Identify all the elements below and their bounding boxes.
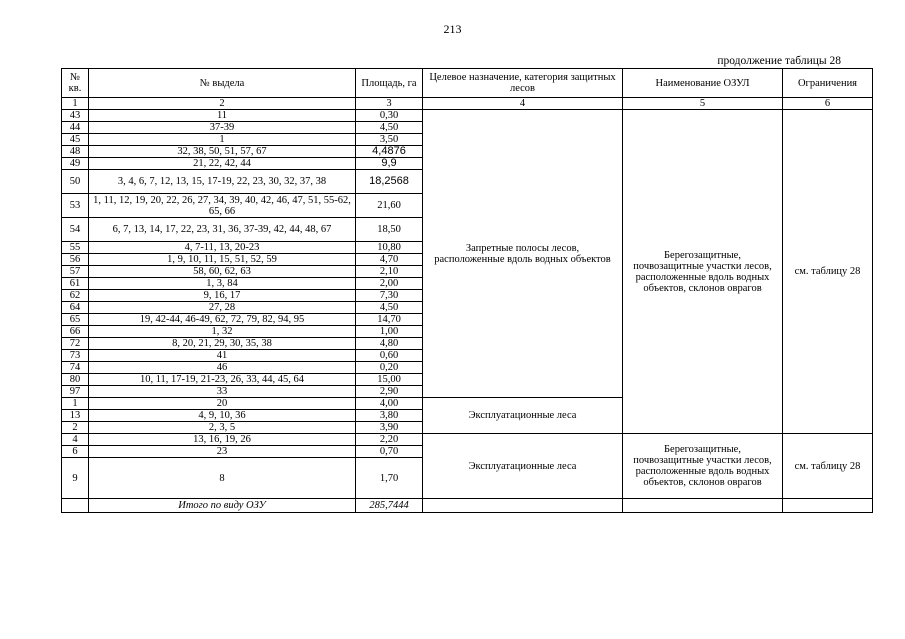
- cell-restrictions-group-2: см. таблицу 28: [783, 434, 873, 499]
- cell-area: 4,80: [356, 338, 423, 350]
- cell-area: 4,50: [356, 122, 423, 134]
- cell-vydel: 27, 28: [89, 302, 356, 314]
- cell-vydel: 8: [89, 458, 356, 499]
- cell-kv: 45: [62, 134, 89, 146]
- cell-vydel: 21, 22, 42, 44: [89, 158, 356, 170]
- header-ozul: Наименование ОЗУЛ: [623, 69, 783, 98]
- cell-area: 7,30: [356, 290, 423, 302]
- cell-vydel: 8, 20, 21, 29, 30, 35, 38: [89, 338, 356, 350]
- protected-forest-table: [61, 68, 873, 513]
- cell-vydel: 10, 11, 17-19, 21-23, 26, 33, 44, 45, 64: [89, 374, 356, 386]
- cell-area: 2,10: [356, 266, 423, 278]
- cell-vydel: 20: [89, 398, 356, 410]
- cell-vydel: 4, 7-11, 13, 20-23: [89, 242, 356, 254]
- cell-area: 2,90: [356, 386, 423, 398]
- cell-area: 18,2568: [356, 170, 423, 194]
- cell-area: 2,00: [356, 278, 423, 290]
- cell-area: 9,9: [356, 158, 423, 170]
- cell-vydel: 58, 60, 62, 63: [89, 266, 356, 278]
- cell-kv: 66: [62, 326, 89, 338]
- cell-area: 1,00: [356, 326, 423, 338]
- cell-ozul-group-2: [623, 434, 783, 499]
- cell-restrictions-group-1: см. таблицу 28: [783, 110, 873, 434]
- cell-area: 3,80: [356, 410, 423, 422]
- ozul-text: Берегозащитные, почвозащитные участки лесов, расположенные вдоль водных объектов, склонов оврагов: [633, 249, 772, 294]
- total-empty-cell: [783, 499, 873, 513]
- cell-area: 3,90: [356, 422, 423, 434]
- cell-vydel: 1: [89, 134, 356, 146]
- page-number: 213: [443, 22, 462, 36]
- cell-vydel: 19, 42-44, 46-49, 62, 72, 79, 82, 94, 95: [89, 314, 356, 326]
- cell-vydel: 9, 16, 17: [89, 290, 356, 302]
- cell-area: 0,30: [356, 110, 423, 122]
- cell-area: 4,4876: [356, 146, 423, 158]
- cell-vydel: 32, 38, 50, 51, 57, 67: [89, 146, 356, 158]
- purpose-text: Запретные полосы лесов, расположенные вдоль водных объектов: [434, 242, 611, 265]
- cell-area: 4,00: [356, 398, 423, 410]
- cell-area: 4,70: [356, 254, 423, 266]
- cell-kv: 54: [62, 218, 89, 242]
- header-area: Площадь, га: [356, 69, 423, 98]
- cell-area: 0,60: [356, 350, 423, 362]
- cell-kv: 73: [62, 350, 89, 362]
- cell-purpose-group-2: Эксплуатационные леса: [423, 398, 623, 434]
- total-area: 285,7444: [356, 499, 423, 513]
- cell-area: 18,50: [356, 218, 423, 242]
- cell-kv: 62: [62, 290, 89, 302]
- cell-ozul-group-1: [623, 110, 783, 434]
- total-empty-cell: [623, 499, 783, 513]
- cell-vydel: 46: [89, 362, 356, 374]
- cell-vydel: 37-39: [89, 122, 356, 134]
- header-row: [62, 69, 873, 98]
- cell-kv: 50: [62, 170, 89, 194]
- cell-kv: 1: [62, 398, 89, 410]
- cell-area: 2,20: [356, 434, 423, 446]
- cell-vydel: 1, 11, 12, 19, 20, 22, 26, 27, 34, 39, 40, 42, 46, 47, 51, 55-62, 65, 66: [89, 194, 356, 218]
- cell-vydel: 1, 9, 10, 11, 15, 51, 52, 59: [89, 254, 356, 266]
- cell-kv: 43: [62, 110, 89, 122]
- cell-vydel: 1, 32: [89, 326, 356, 338]
- cell-area: 10,80: [356, 242, 423, 254]
- total-empty-cell: [62, 499, 89, 513]
- cell-kv: 64: [62, 302, 89, 314]
- ozul-text: Берегозащитные, почвозащитные участки лесов, расположенные вдоль водных объектов, склонов оврагов: [633, 444, 772, 488]
- total-row: [62, 499, 873, 513]
- cell-vydel: 11: [89, 110, 356, 122]
- cell-vydel: 2, 3, 5: [89, 422, 356, 434]
- cell-vydel: 33: [89, 386, 356, 398]
- total-empty-cell: [423, 499, 623, 513]
- cell-purpose-group-3: Эксплуатационные леса: [423, 434, 623, 499]
- cell-kv: 57: [62, 266, 89, 278]
- header-purpose: Целевое назначение, категория защитных лесов: [423, 69, 623, 98]
- cell-kv: 56: [62, 254, 89, 266]
- column-number: 1: [62, 98, 89, 110]
- column-number: 5: [623, 98, 783, 110]
- cell-area: 21,60: [356, 194, 423, 218]
- table-row: [62, 434, 873, 446]
- cell-kv: 74: [62, 362, 89, 374]
- table-continuation-caption: продолжение таблицы 28: [717, 55, 841, 67]
- cell-kv: 53: [62, 194, 89, 218]
- cell-kv: 44: [62, 122, 89, 134]
- cell-kv: 65: [62, 314, 89, 326]
- cell-kv: 13: [62, 410, 89, 422]
- header-vydel: № выдела: [89, 69, 356, 98]
- table-row: [62, 110, 873, 122]
- column-number: 3: [356, 98, 423, 110]
- cell-kv: 2: [62, 422, 89, 434]
- cell-kv: 80: [62, 374, 89, 386]
- cell-vydel: 6, 7, 13, 14, 17, 22, 23, 31, 36, 37-39, 42, 44, 48, 67: [89, 218, 356, 242]
- cell-kv: 97: [62, 386, 89, 398]
- cell-area: 14,70: [356, 314, 423, 326]
- cell-vydel: 3, 4, 6, 7, 12, 13, 15, 17-19, 22, 23, 30, 32, 37, 38: [89, 170, 356, 194]
- header-kv: № кв.: [62, 69, 89, 98]
- cell-vydel: 41: [89, 350, 356, 362]
- cell-kv: 55: [62, 242, 89, 254]
- column-number: 6: [783, 98, 873, 110]
- cell-kv: 9: [62, 458, 89, 499]
- cell-kv: 72: [62, 338, 89, 350]
- cell-area: 4,50: [356, 302, 423, 314]
- cell-kv: 4: [62, 434, 89, 446]
- cell-area: 15,00: [356, 374, 423, 386]
- cell-area: 0,70: [356, 446, 423, 458]
- cell-area: 3,50: [356, 134, 423, 146]
- cell-kv: 61: [62, 278, 89, 290]
- cell-purpose-group-1: [423, 110, 623, 398]
- column-number: 2: [89, 98, 356, 110]
- cell-kv: 48: [62, 146, 89, 158]
- cell-vydel: 4, 9, 10, 36: [89, 410, 356, 422]
- cell-area: 1,70: [356, 458, 423, 499]
- cell-vydel: 23: [89, 446, 356, 458]
- cell-area: 0,20: [356, 362, 423, 374]
- column-number: 4: [423, 98, 623, 110]
- cell-kv: 49: [62, 158, 89, 170]
- cell-kv: 6: [62, 446, 89, 458]
- cell-vydel: 1, 3, 84: [89, 278, 356, 290]
- column-number-row: [62, 98, 873, 110]
- header-restrictions: Ограничения: [783, 69, 873, 98]
- cell-vydel: 13, 16, 19, 26: [89, 434, 356, 446]
- total-label: Итого по виду ОЗУ: [89, 499, 356, 513]
